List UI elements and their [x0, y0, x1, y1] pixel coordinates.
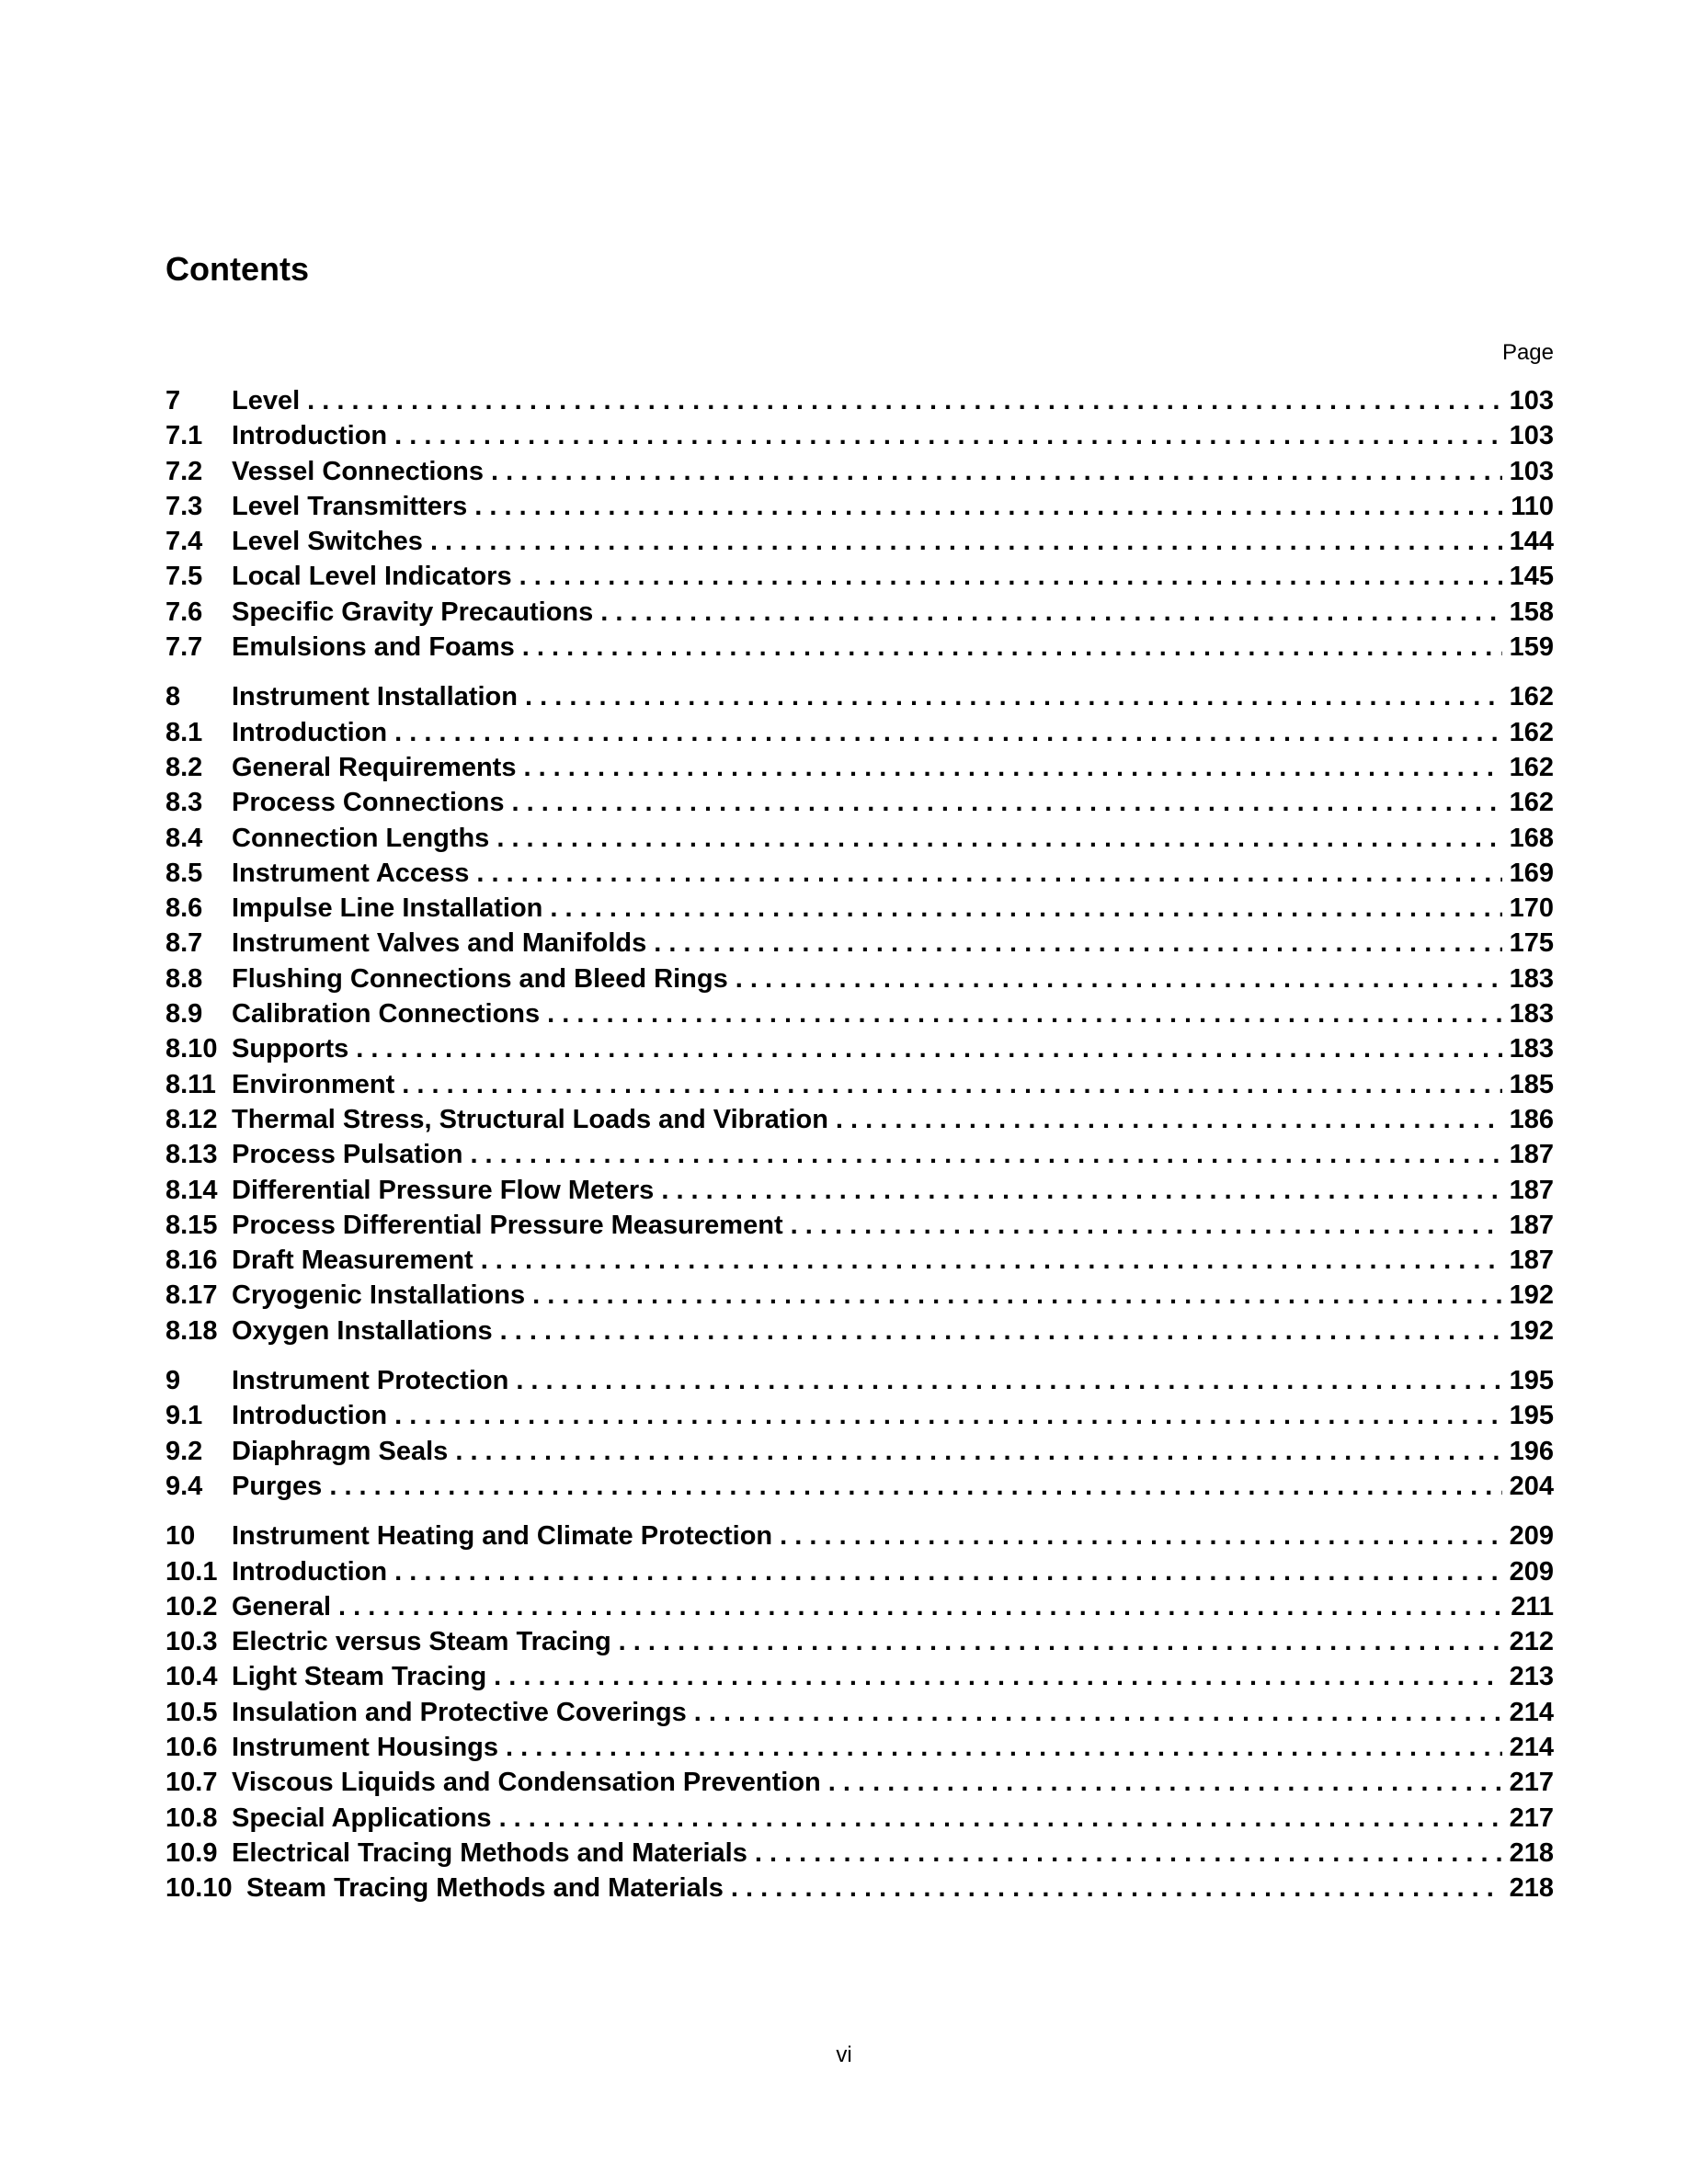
toc-entry-page: 162: [1509, 682, 1554, 712]
dot-leader: [430, 527, 1502, 557]
toc-entry-page: 170: [1509, 893, 1554, 924]
dot-leader: [476, 859, 1501, 889]
toc-entry-number: 10.7: [165, 1768, 218, 1798]
toc-entry-number: 8.16: [165, 1246, 218, 1276]
dot-leader: [522, 632, 1502, 663]
toc-entry[interactable]: [165, 788, 1554, 823]
toc-entry-title: Level Transmitters: [232, 491, 468, 521]
dot-leader: [619, 1627, 1502, 1657]
toc-entry[interactable]: [165, 1521, 1554, 1556]
toc-entry[interactable]: [165, 597, 1554, 632]
toc-entry-title: Vessel Connections: [232, 456, 484, 486]
toc-entry-page: 218: [1509, 1873, 1554, 1904]
toc-entry-title: Instrument Housings: [232, 1732, 499, 1762]
toc-entry[interactable]: [165, 1070, 1554, 1105]
dot-leader: [506, 1733, 1502, 1763]
dot-leader: [516, 1366, 1501, 1396]
toc-entry-page: 195: [1509, 1366, 1554, 1396]
toc-entry-number: 7.6: [165, 597, 203, 627]
toc-entry[interactable]: [165, 928, 1554, 963]
toc-entry[interactable]: [165, 1662, 1554, 1697]
dot-leader: [523, 753, 1501, 783]
toc-entry[interactable]: [165, 457, 1554, 492]
dot-leader: [755, 1838, 1502, 1869]
toc-entry-number: 9.2: [165, 1436, 203, 1466]
toc-entry-title: Introduction: [232, 421, 388, 451]
toc-entry-title: Special Applications: [232, 1803, 492, 1833]
toc-entry[interactable]: [165, 753, 1554, 788]
dot-leader: [836, 1105, 1502, 1135]
toc-entry-title: Impulse Line Installation: [232, 893, 543, 924]
toc-entry-page: 214: [1509, 1732, 1554, 1762]
toc-entry[interactable]: [165, 1557, 1554, 1592]
toc-entry-number: 8.18: [165, 1315, 218, 1346]
toc-entry-title: Steam Tracing Methods and Materials: [246, 1873, 724, 1904]
toc-entry-number: 8.8: [165, 963, 203, 994]
toc-entry-title: Instrument Access: [232, 858, 470, 888]
toc-entry-page: 162: [1509, 717, 1554, 747]
toc-entry[interactable]: [165, 1246, 1554, 1280]
toc-entry-page: 214: [1509, 1697, 1554, 1727]
toc-entry-number: 7.5: [165, 562, 203, 592]
toc-entry-title: Calibration Connections: [232, 999, 541, 1029]
toc-entry[interactable]: [165, 718, 1554, 753]
toc-entry-number: 10.5: [165, 1697, 218, 1727]
toc-entry-number: 8.11: [165, 1069, 216, 1099]
toc-entry-title: Flushing Connections and Bleed Rings: [232, 963, 728, 994]
toc-entry[interactable]: [165, 492, 1554, 527]
toc-entry-page: 162: [1509, 788, 1554, 818]
toc-entry-number: 8.6: [165, 893, 203, 924]
toc-entry-title: Purges: [232, 1471, 323, 1501]
toc-entry[interactable]: [165, 1366, 1554, 1401]
dot-leader: [654, 928, 1501, 959]
toc-entry-title: Process Connections: [232, 788, 505, 818]
page-column-label: Page: [1501, 340, 1554, 365]
dot-leader: [550, 893, 1501, 924]
toc-section-group: [165, 386, 1554, 667]
toc-entry-page: 204: [1509, 1471, 1554, 1501]
toc-entry-page: 195: [1509, 1401, 1554, 1431]
dot-leader: [338, 1592, 1502, 1622]
dot-leader: [500, 1316, 1502, 1347]
toc-entry-title: Emulsions and Foams: [232, 632, 515, 663]
dot-leader: [532, 1280, 1502, 1311]
toc-entry-title: Instrument Protection: [232, 1366, 509, 1396]
page-title: Contents: [165, 250, 309, 288]
toc-entry-number: 9: [165, 1366, 181, 1396]
toc-entry-page: 103: [1509, 421, 1554, 451]
toc-entry[interactable]: [165, 632, 1554, 667]
toc-entry-page: 183: [1509, 999, 1554, 1029]
toc-entry-title: Level Switches: [232, 527, 423, 557]
dot-leader: [496, 824, 1501, 854]
toc-entry[interactable]: [165, 1176, 1554, 1211]
toc-entry-title: Introduction: [232, 717, 388, 747]
dot-leader: [491, 457, 1502, 487]
toc-entry-title: General: [232, 1591, 331, 1621]
toc-entry-title: Instrument Heating and Climate Protection: [232, 1521, 773, 1552]
toc-entry-page: 212: [1509, 1627, 1554, 1657]
toc-entry-title: Thermal Stress, Structural Loads and Vibration: [232, 1104, 828, 1134]
toc-entry-number: 10.4: [165, 1662, 218, 1692]
toc-entry-number: 8.12: [165, 1104, 218, 1134]
toc-entry-title: Viscous Liquids and Condensation Prevention: [232, 1768, 821, 1798]
toc-entry-number: 10.2: [165, 1591, 218, 1621]
toc-entry-number: 8.5: [165, 858, 203, 888]
toc-entry[interactable]: [165, 1627, 1554, 1662]
toc-entry[interactable]: [165, 859, 1554, 893]
toc-entry-title: Differential Pressure Flow Meters: [232, 1175, 655, 1205]
toc-entry-number: 8.2: [165, 752, 203, 782]
toc-entry-title: Oxygen Installations: [232, 1315, 493, 1346]
toc-entry[interactable]: [165, 1698, 1554, 1733]
toc-entry-number: 8.10: [165, 1034, 218, 1064]
table-of-contents: [165, 386, 1554, 1923]
toc-entry-title: Insulation and Protective Coverings: [232, 1697, 687, 1727]
toc-entry-page: 169: [1509, 858, 1554, 888]
toc-entry-number: 8.15: [165, 1210, 218, 1240]
toc-entry[interactable]: [165, 386, 1554, 421]
toc-entry-page: 186: [1509, 1104, 1554, 1134]
toc-entry-title: Supports: [232, 1034, 349, 1064]
toc-entry-title: Diaphragm Seals: [232, 1436, 449, 1466]
toc-entry-title: Level: [232, 386, 301, 415]
toc-entry-number: 8.9: [165, 999, 203, 1029]
toc-entry-page: 209: [1509, 1556, 1554, 1587]
dot-leader: [547, 999, 1501, 1029]
toc-entry-page: 211: [1511, 1591, 1554, 1621]
toc-entry-title: Connection Lengths: [232, 823, 490, 853]
toc-section-group: [165, 682, 1554, 1351]
toc-entry[interactable]: [165, 562, 1554, 597]
toc-entry[interactable]: [165, 1838, 1554, 1873]
dot-leader: [470, 1140, 1501, 1170]
dot-leader: [307, 386, 1501, 416]
toc-section-group: [165, 1521, 1554, 1908]
toc-entry-page: 187: [1509, 1210, 1554, 1240]
toc-entry-number: 10.8: [165, 1803, 218, 1833]
dot-leader: [791, 1211, 1502, 1241]
dot-leader: [481, 1246, 1502, 1276]
toc-entry-page: 145: [1509, 562, 1554, 592]
toc-entry[interactable]: [165, 1437, 1554, 1472]
toc-entry-page: 185: [1509, 1069, 1554, 1099]
toc-entry-page: 103: [1509, 386, 1554, 415]
toc-entry-page: 110: [1511, 491, 1554, 521]
dot-leader: [661, 1176, 1501, 1206]
toc-entry-number: 8.4: [165, 823, 203, 853]
dot-leader: [474, 492, 1502, 522]
dot-leader: [494, 1662, 1501, 1692]
dot-leader: [394, 718, 1501, 748]
toc-entry[interactable]: [165, 421, 1554, 456]
toc-entry-page: 192: [1509, 1280, 1554, 1311]
toc-entry-title: Process Pulsation: [232, 1140, 463, 1170]
dot-leader: [519, 562, 1502, 592]
toc-entry-page: 158: [1509, 597, 1554, 627]
toc-entry-page: 192: [1509, 1315, 1554, 1346]
dot-leader: [329, 1472, 1501, 1502]
toc-entry-title: Electrical Tracing Methods and Materials: [232, 1837, 747, 1868]
toc-entry-number: 8: [165, 682, 181, 712]
toc-entry-title: Draft Measurement: [232, 1246, 473, 1276]
toc-entry-page: 217: [1509, 1803, 1554, 1833]
toc-section-group: [165, 1366, 1554, 1507]
toc-entry-number: 7.7: [165, 632, 203, 663]
toc-entry-number: 9.4: [165, 1471, 203, 1501]
dot-leader: [512, 788, 1502, 818]
toc-entry-number: 7.2: [165, 456, 203, 486]
toc-entry-page: 213: [1509, 1662, 1554, 1692]
toc-entry-number: 8.17: [165, 1280, 218, 1311]
toc-entry-page: 187: [1509, 1246, 1554, 1276]
toc-entry-title: Local Level Indicators: [232, 562, 512, 592]
toc-entry-title: Instrument Installation: [232, 682, 518, 712]
dot-leader: [394, 421, 1501, 451]
toc-entry[interactable]: [165, 1472, 1554, 1507]
toc-entry[interactable]: [165, 682, 1554, 717]
page-number: vi: [836, 2042, 852, 2067]
toc-entry-number: 8.1: [165, 717, 203, 747]
toc-entry-page: 217: [1509, 1768, 1554, 1798]
toc-entry-page: 168: [1509, 823, 1554, 853]
toc-entry-title: Environment: [232, 1069, 395, 1099]
toc-entry-number: 8.14: [165, 1175, 218, 1205]
toc-entry-title: Specific Gravity Precautions: [232, 597, 594, 627]
dot-leader: [402, 1070, 1501, 1100]
toc-entry[interactable]: [165, 824, 1554, 859]
toc-entry[interactable]: [165, 893, 1554, 928]
toc-entry-number: 10.3: [165, 1627, 218, 1657]
toc-entry-page: 218: [1509, 1837, 1554, 1868]
toc-entry-title: Instrument Valves and Manifolds: [232, 928, 647, 959]
toc-entry-number: 10: [165, 1521, 196, 1552]
toc-entry-page: 187: [1509, 1140, 1554, 1170]
toc-entry[interactable]: [165, 1592, 1554, 1627]
dot-leader: [731, 1873, 1502, 1904]
toc-entry-page: 183: [1509, 963, 1554, 994]
toc-entry[interactable]: [165, 1316, 1554, 1351]
dot-leader: [499, 1803, 1502, 1834]
toc-entry-number: 9.1: [165, 1401, 203, 1431]
toc-entry-number: 7.1: [165, 421, 203, 451]
toc-entry-title: Light Steam Tracing: [232, 1662, 487, 1692]
toc-entry-number: 7: [165, 386, 181, 415]
dot-leader: [828, 1768, 1502, 1798]
toc-entry-title: Electric versus Steam Tracing: [232, 1627, 611, 1657]
toc-entry-page: 187: [1509, 1175, 1554, 1205]
toc-entry[interactable]: [165, 1280, 1554, 1315]
toc-entry-number: 7.3: [165, 491, 203, 521]
dot-leader: [736, 964, 1502, 995]
toc-entry-page: 175: [1509, 928, 1554, 959]
toc-entry[interactable]: [165, 964, 1554, 999]
toc-entry-page: 183: [1509, 1034, 1554, 1064]
toc-entry[interactable]: [165, 1211, 1554, 1246]
toc-entry-number: 7.4: [165, 527, 203, 557]
toc-entry[interactable]: [165, 527, 1554, 562]
toc-entry-page: 209: [1509, 1521, 1554, 1552]
dot-leader: [525, 682, 1502, 712]
toc-entry-title: Cryogenic Installations: [232, 1280, 526, 1311]
dot-leader: [600, 597, 1501, 628]
toc-entry-title: Introduction: [232, 1401, 388, 1431]
toc-entry[interactable]: [165, 1733, 1554, 1768]
toc-entry[interactable]: [165, 1140, 1554, 1175]
dot-leader: [455, 1437, 1501, 1467]
toc-entry-number: 8.3: [165, 788, 203, 818]
toc-entry[interactable]: [165, 1105, 1554, 1140]
toc-entry[interactable]: [165, 1034, 1554, 1069]
dot-leader: [780, 1521, 1501, 1552]
toc-entry-page: 103: [1509, 456, 1554, 486]
toc-entry[interactable]: [165, 1803, 1554, 1838]
toc-entry[interactable]: [165, 1768, 1554, 1803]
toc-entry-title: Process Differential Pressure Measurement: [232, 1210, 783, 1240]
toc-entry-page: 162: [1509, 752, 1554, 782]
toc-entry-number: 10.10: [165, 1873, 233, 1904]
toc-entry-page: 196: [1509, 1436, 1554, 1466]
toc-entry-page: 159: [1509, 632, 1554, 663]
dot-leader: [394, 1401, 1501, 1431]
toc-entry-number: 10.6: [165, 1732, 218, 1762]
dot-leader: [694, 1698, 1502, 1728]
toc-entry-number: 8.7: [165, 928, 203, 959]
toc-entry-number: 10.9: [165, 1837, 218, 1868]
toc-entry-number: 10.1: [165, 1556, 218, 1587]
toc-entry-title: Introduction: [232, 1556, 388, 1587]
dot-leader: [356, 1034, 1501, 1064]
toc-entry[interactable]: [165, 1873, 1554, 1908]
toc-entry[interactable]: [165, 999, 1554, 1034]
toc-entry-number: 8.13: [165, 1140, 218, 1170]
dot-leader: [394, 1557, 1501, 1587]
toc-entry-title: General Requirements: [232, 752, 517, 782]
toc-entry[interactable]: [165, 1401, 1554, 1436]
toc-entry-page: 144: [1509, 527, 1554, 557]
